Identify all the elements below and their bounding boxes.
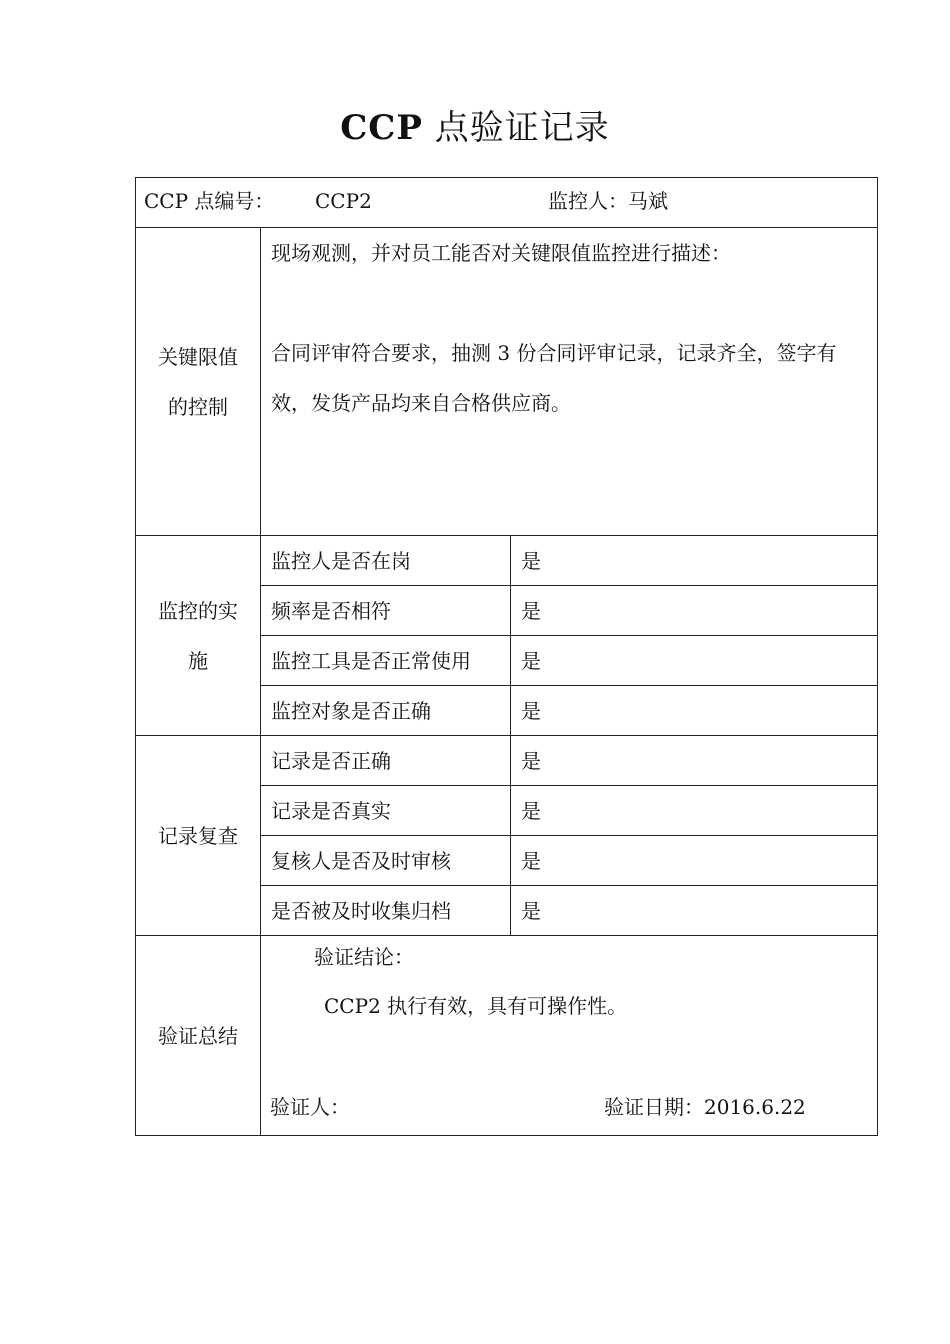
header-cell (136, 178, 878, 228)
check-item: 是否被及时收集归档 (261, 886, 511, 936)
check-item: 复核人是否及时审核 (261, 836, 511, 886)
check-item: 监控工具是否正常使用 (261, 636, 511, 686)
summary-row (136, 936, 878, 1136)
ccp-number-value: CCP2 (315, 189, 372, 213)
summary-content (261, 936, 878, 1136)
check-value: 是 (511, 686, 878, 736)
monitoring-label-line2: 施 (188, 648, 208, 673)
title-ccp: CCP (340, 108, 423, 148)
critical-limit-content (261, 228, 878, 536)
check-value: 是 (511, 786, 878, 836)
conclusion-text: CCP2 执行有效，具有可操作性。 (324, 994, 628, 1018)
check-item: 记录是否真实 (261, 786, 511, 836)
monitoring-label-line1: 监控的实 (158, 598, 238, 623)
header-row (136, 178, 878, 228)
conclusion-label: 验证结论： (314, 945, 414, 969)
monitoring-label (136, 536, 261, 736)
ccp-verification-table (135, 177, 878, 1136)
ccp-number-label: CCP 点编号： (144, 189, 275, 213)
verification-date: 验证日期：2016.6.22 (604, 1095, 806, 1119)
monitor-person: 监控人：马斌 (548, 189, 668, 213)
verifier-label: 验证人： (270, 1095, 350, 1119)
record-review-row (136, 736, 878, 786)
critical-limit-label (136, 228, 261, 536)
check-value: 是 (511, 736, 878, 786)
check-value: 是 (511, 586, 878, 636)
critical-limit-label-line2: 的控制 (168, 394, 228, 419)
monitoring-row (136, 536, 878, 586)
check-value: 是 (511, 836, 878, 886)
observation-prompt: 现场观测，并对员工能否对关键限值监控进行描述： (271, 241, 731, 265)
critical-limit-row (136, 228, 878, 536)
check-item: 记录是否正确 (261, 736, 511, 786)
record-review-label: 记录复查 (136, 736, 261, 936)
check-item: 监控人是否在岗 (261, 536, 511, 586)
check-value: 是 (511, 886, 878, 936)
check-value: 是 (511, 636, 878, 686)
check-value: 是 (511, 536, 878, 586)
check-item: 监控对象是否正确 (261, 686, 511, 736)
observation-description: 合同评审符合要求，抽测 3 份合同评审记录，记录齐全，签字有效，发货产品均来自合格供应商。 (271, 341, 837, 415)
critical-limit-label-line1: 关键限值 (158, 344, 238, 369)
check-item: 频率是否相符 (261, 586, 511, 636)
summary-label: 验证总结 (136, 936, 261, 1136)
page-title (0, 100, 950, 149)
title-text: 点验证记录 (422, 108, 610, 148)
